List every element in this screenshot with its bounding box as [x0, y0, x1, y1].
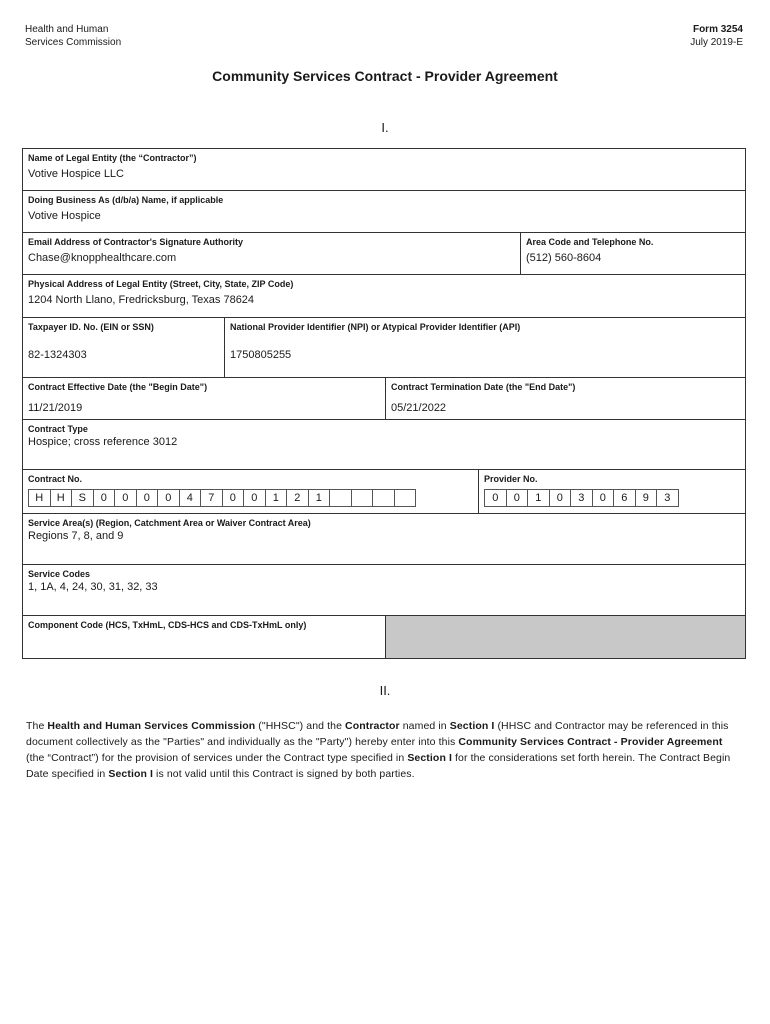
provider-no-char-box[interactable]: 6	[613, 489, 636, 507]
contract-type-row	[23, 420, 745, 470]
contract-no-char-box[interactable]: 1	[308, 489, 331, 507]
para-text-2: ("HHSC") and the	[255, 720, 346, 732]
taxpayer-id-field[interactable]	[23, 318, 224, 377]
agreement-paragraph	[26, 718, 740, 782]
para-bold-section-1b: Section I	[407, 752, 452, 764]
provider-no-char-box[interactable]: 0	[549, 489, 572, 507]
contract-type-value: Hospice; cross reference 3012	[28, 436, 178, 448]
service-area-field[interactable]	[23, 514, 745, 564]
provider-no-char-box[interactable]: 0	[506, 489, 529, 507]
component-code-shaded-input[interactable]	[385, 616, 745, 658]
provider-no-char-box[interactable]: 3	[570, 489, 593, 507]
para-bold-hhsc: Health and Human Services Commission	[47, 720, 256, 732]
contract-type-label: Contract Type	[28, 424, 88, 434]
form-identifier	[690, 23, 743, 49]
end-date-value: 05/21/2022	[391, 402, 447, 414]
contract-no-char-box[interactable]: 0	[222, 489, 245, 507]
contract-no-char-box[interactable]	[394, 489, 417, 507]
contract-no-char-box[interactable]: 4	[179, 489, 202, 507]
para-bold-contractor: Contractor	[345, 720, 400, 732]
dba-label: Doing Business As (d/b/a) Name, if applicable	[28, 195, 224, 205]
contract-no-char-box[interactable]	[329, 489, 352, 507]
contract-no-char-box[interactable]: 0	[136, 489, 159, 507]
contract-no-char-box[interactable]: H	[28, 489, 51, 507]
component-code-field	[23, 616, 385, 658]
para-text-7: is not valid until this Contract is signed by both parties.	[153, 768, 415, 780]
contract-no-char-box[interactable]: S	[71, 489, 94, 507]
dates-row	[23, 378, 745, 420]
contract-no-char-box[interactable]	[372, 489, 395, 507]
contract-no-char-box[interactable]	[351, 489, 374, 507]
para-text-4: (HHSC and Contractor may be referenced in this document collectively as the "Parties" and individually as the "Party") hereby enter into this	[26, 720, 729, 748]
end-date-field[interactable]	[385, 378, 745, 419]
contract-no-char-box[interactable]: 1	[265, 489, 288, 507]
legal-entity-row	[23, 149, 745, 191]
service-codes-value: 1, 1A, 4, 24, 30, 31, 32, 33	[28, 581, 158, 593]
service-codes-field[interactable]	[23, 565, 745, 615]
para-text-5: (the “Contract”) for the provision of services under the Contract type specified in	[26, 752, 408, 764]
contract-no-char-box[interactable]: 7	[200, 489, 223, 507]
address-value: 1204 North Llano, Fredricksburg, Texas 78624	[28, 294, 255, 306]
service-area-label: Service Area(s) (Region, Catchment Area or Waiver Contract Area)	[28, 518, 311, 528]
para-text-6: for the considerations set forth herein. The Contract Begin Date specified in	[26, 752, 731, 780]
begin-date-value: 11/21/2019	[28, 402, 83, 414]
taxpayer-id-label: Taxpayer ID. No. (EIN or SSN)	[28, 322, 154, 332]
npi-value: 1750805255	[230, 349, 292, 361]
component-code-label: Component Code (HCS, TxHmL, CDS-HCS and CDS-TxHmL only)	[28, 620, 307, 630]
provider-no-char-box[interactable]: 0	[484, 489, 507, 507]
contract-no-char-box[interactable]: 0	[243, 489, 266, 507]
para-bold-agreement: Community Services Contract - Provider Agreement	[458, 736, 723, 748]
service-codes-label: Service Codes	[28, 569, 91, 579]
contract-no-label: Contract No.	[28, 474, 82, 484]
npi-label: National Provider Identifier (NPI) or Atypical Provider Identifier (API)	[230, 322, 521, 332]
provider-no-boxes	[484, 489, 740, 507]
provider-no-char-box[interactable]: 9	[635, 489, 658, 507]
begin-date-field[interactable]	[23, 378, 385, 419]
service-area-value: Regions 7, 8, and 9	[28, 530, 124, 542]
para-text-1: The	[26, 720, 48, 732]
dba-value: Votive Hospice	[28, 210, 101, 222]
provider-no-field[interactable]	[478, 470, 745, 513]
contract-provider-row	[23, 470, 745, 514]
service-codes-row	[23, 565, 745, 616]
dba-row	[23, 191, 745, 233]
taxpayer-npi-row	[23, 318, 745, 378]
para-bold-section-1c: Section I	[108, 768, 154, 780]
para-text-3: named in	[399, 720, 450, 732]
contract-no-char-box[interactable]: 0	[93, 489, 116, 507]
provider-no-label: Provider No.	[484, 474, 538, 484]
section-1-heading: I.	[381, 120, 389, 135]
phone-label: Area Code and Telephone No.	[526, 237, 654, 247]
para-bold-section-1a: Section I	[449, 720, 495, 732]
email-value: Chase@knopphealthcare.com	[28, 252, 177, 264]
section-2-heading: II.	[379, 683, 391, 698]
contract-no-char-box[interactable]: 0	[114, 489, 137, 507]
agency-line-2: Services Commission	[25, 37, 122, 48]
contract-form	[22, 148, 746, 659]
email-label: Email Address of Contractor's Signature Authority	[28, 237, 244, 247]
component-code-row	[23, 616, 745, 658]
legal-entity-label: Name of Legal Entity (the “Contractor”)	[28, 153, 197, 163]
address-label: Physical Address of Legal Entity (Street, City, State, ZIP Code)	[28, 279, 294, 289]
contract-no-boxes	[28, 489, 473, 507]
email-field[interactable]	[23, 233, 520, 274]
agency-name	[25, 23, 121, 49]
begin-date-label: Contract Effective Date (the "Begin Date")	[28, 382, 208, 392]
end-date-label: Contract Termination Date (the "End Date")	[391, 382, 576, 392]
service-area-row	[23, 514, 745, 565]
provider-no-char-box[interactable]: 0	[592, 489, 615, 507]
legal-entity-value: Votive Hospice LLC	[28, 168, 124, 180]
provider-no-char-box[interactable]: 3	[656, 489, 679, 507]
contract-no-char-box[interactable]: H	[50, 489, 73, 507]
address-row	[23, 275, 745, 318]
contract-type-field[interactable]	[23, 420, 745, 469]
page-title: Community Services Contract - Provider Agreement	[212, 68, 558, 84]
provider-no-char-box[interactable]: 1	[527, 489, 550, 507]
phone-field[interactable]	[520, 233, 745, 274]
contract-no-char-box[interactable]: 2	[286, 489, 309, 507]
agency-line-1: Health and Human	[25, 24, 109, 35]
address-field[interactable]	[23, 275, 745, 317]
npi-field[interactable]	[224, 318, 745, 377]
phone-value: (512) 560-8604	[526, 252, 602, 264]
email-phone-row	[23, 233, 745, 275]
contract-no-field[interactable]	[23, 470, 478, 513]
taxpayer-id-value: 82-1324303	[28, 349, 87, 361]
form-date: July 2019-E	[690, 37, 743, 48]
legal-entity-field[interactable]	[23, 149, 745, 190]
dba-field[interactable]	[23, 191, 745, 232]
form-number: Form 3254	[692, 24, 743, 35]
contract-no-char-box[interactable]: 0	[157, 489, 180, 507]
